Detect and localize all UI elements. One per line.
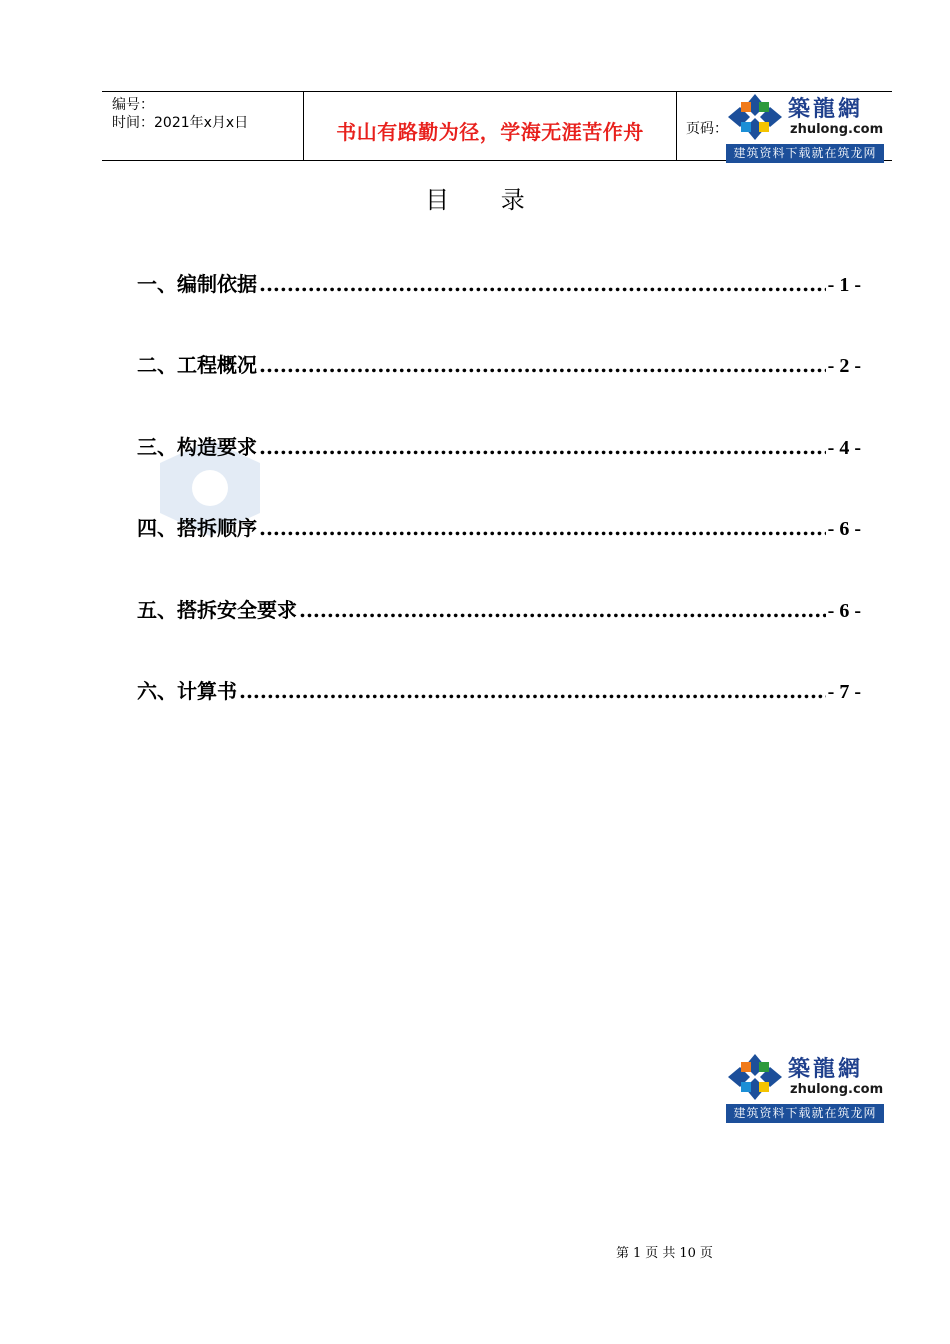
footer-ye2: 页 <box>699 1246 713 1261</box>
toc-leader-dots <box>259 347 826 383</box>
logo-tagline: 建筑资料下载就在筑龙网 <box>726 144 884 163</box>
page-number-label: 页码： <box>686 121 728 137</box>
logo-domain-text: zhulong.com <box>790 1082 884 1097</box>
toc-item-page: - 2 - <box>827 355 861 378</box>
toc-item[interactable] <box>137 347 861 428</box>
toc-item[interactable] <box>137 673 861 754</box>
zhulong-emblem-icon <box>728 1054 782 1100</box>
toc-item-title: 四、搭拆顺序 <box>137 516 257 541</box>
header-info-cell <box>102 92 304 160</box>
header-motto-cell <box>304 92 677 160</box>
footer-ye: 页 <box>645 1246 659 1261</box>
toc-leader-dots <box>239 673 826 709</box>
toc-leader-dots <box>259 510 826 546</box>
footer-gong: 共 <box>662 1246 676 1261</box>
toc-item-page: - 6 - <box>827 599 861 622</box>
toc-item-title: 一、编制依据 <box>137 272 257 296</box>
toc-leader-dots <box>259 266 826 302</box>
footer-current-page: 1 <box>633 1246 642 1261</box>
zhulong-logo-top <box>726 90 884 165</box>
logo-tagline: 建筑资料下载就在筑龙网 <box>726 1104 884 1123</box>
logo-brand-text: 築龍網 <box>788 96 864 122</box>
toc-title: 目 录 <box>425 186 547 214</box>
toc-leader-dots <box>299 592 826 628</box>
zhulong-emblem-icon <box>728 94 782 140</box>
header-motto: 书山有路勤为径，学海无涯苦作舟 <box>336 120 644 144</box>
toc-item-title: 六、计算书 <box>137 678 237 703</box>
toc-item-page: - 6 - <box>827 518 861 541</box>
toc-item[interactable] <box>137 266 861 347</box>
footer-di: 第 <box>616 1246 630 1261</box>
logo-domain-text: zhulong.com <box>790 122 884 137</box>
toc-leader-dots <box>259 429 826 465</box>
document-number-label: 编号： <box>112 97 154 113</box>
toc-item-page: - 7 - <box>827 680 861 703</box>
toc-item[interactable] <box>137 592 861 673</box>
toc-item-page: - 1 - <box>827 274 861 296</box>
toc-item[interactable] <box>137 510 861 591</box>
page-footer <box>616 1242 717 1261</box>
toc-item-page: - 4 - <box>827 436 861 459</box>
document-date: 时间：2021年x月x日 <box>112 115 249 131</box>
logo-brand-text: 築龍網 <box>788 1056 864 1082</box>
footer-total-pages: 10 <box>679 1246 696 1261</box>
toc-item-title: 五、搭拆安全要求 <box>137 597 297 622</box>
zhulong-logo-bottom <box>726 1050 884 1125</box>
toc-item-title: 三、构造要求 <box>137 434 257 459</box>
table-of-contents <box>137 266 861 754</box>
toc-item[interactable] <box>137 429 861 510</box>
toc-item-title: 二、工程概况 <box>137 353 257 378</box>
